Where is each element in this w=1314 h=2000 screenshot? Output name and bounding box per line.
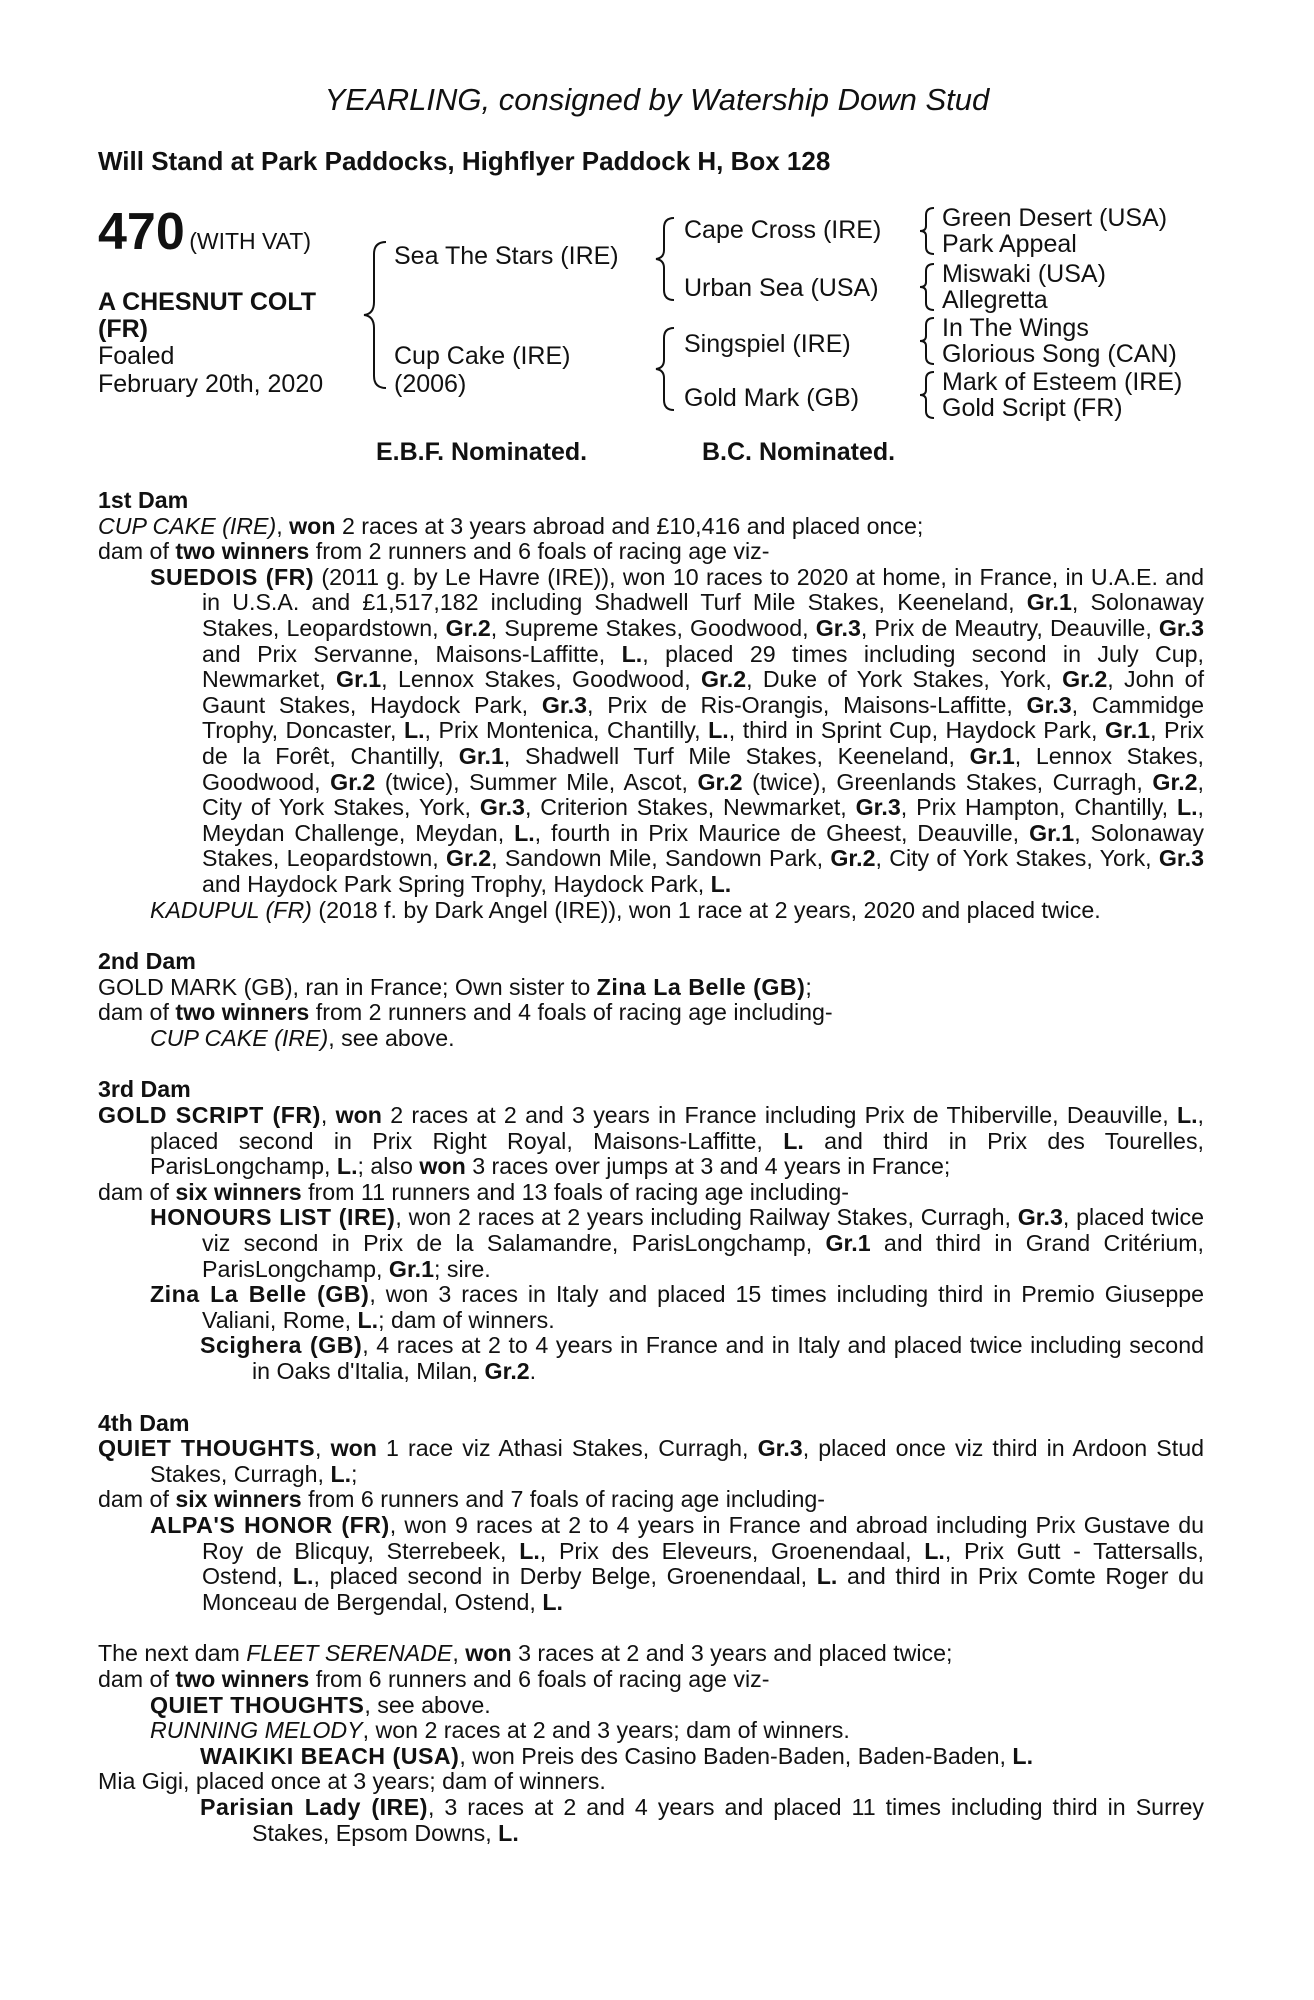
produce-entry-quiet-thoughts: QUIET THOUGHTS, see above. (150, 1691, 491, 1718)
pedigree-brace-6 (918, 316, 936, 366)
page-title: YEARLING, consigned by Watership Down Stud (324, 82, 990, 117)
third-dam-record: GOLD SCRIPT (FR), won 2 races at 2 and 3 years in France including Prix de Thiberville, Deauville, L., placed second in Prix Right Royal, Maisons-Laffitte, L. and third in Prix des Tourelles, ParisLongchamp, L.; also won 3 races over jumps at 3 and 4 years in France; (98, 1102, 1204, 1180)
grandparent-2: Park Appeal (942, 230, 1077, 258)
produce-entry-alpas-honor: ALPA'S HONOR (FR), won 9 races at 2 to 4 years in France and abroad including Prix Gustave du Roy de Blicquy, Sterrebeek, L., Prix des Eleveurs, Groenendaal, L., Prix Gutt - Tattersalls, Ostend, L., placed second in Derby Belge, Groenendaal, L. and third in Prix Comte Roger du Monceau de Bergendal, Ostend, L. (150, 1511, 1204, 1615)
produce-entry-kadupul: KADUPUL (FR) (2018 f. by Dark Angel (IRE)), won 1 race at 2 years, 2020 and placed twice. (150, 896, 1101, 923)
pedigree-brace-3 (654, 326, 678, 412)
section-heading-3rd-dam: 3rd Dam (98, 1076, 191, 1103)
next-dam-produce-summary: dam of two winners from 6 runners and 6 foals of racing age viz- (98, 1665, 770, 1692)
sire-name: Sea The Stars (IRE) (394, 242, 619, 270)
lot-description-suffix: (FR) (98, 315, 148, 343)
grandparent-1: Green Desert (USA) (942, 204, 1168, 232)
pedigree-body (98, 488, 1204, 1846)
ebf-nominated: E.B.F. Nominated. (376, 438, 588, 466)
grandparent-7: Mark of Esteem (IRE) (942, 368, 1183, 396)
second-dam-record: GOLD MARK (GB), ran in France; Own sister to Zina La Belle (GB); (98, 973, 812, 1000)
produce-entry-mia-gigi: Mia Gigi, placed once at 3 years; dam of winners. (98, 1768, 606, 1795)
grandparent-5: In The Wings (942, 314, 1089, 342)
section-heading-1st-dam: 1st Dam (98, 487, 189, 513)
sire-dam: Urban Sea (USA) (684, 274, 879, 302)
pedigree-brace-5 (918, 262, 936, 312)
foaled-label: Foaled (98, 342, 175, 370)
produce-entry-parisian-lady: Parisian Lady (IRE), 3 races at 2 and 4 years and placed 11 times including third in Surrey Stakes, Epsom Downs, L. (200, 1793, 1204, 1846)
next-dam-record: The next dam FLEET SERENADE, won 3 races at 2 and 3 years and placed twice; (98, 1640, 953, 1667)
bc-nominated: B.C. Nominated. (702, 438, 896, 466)
dam-year: (2006) (394, 370, 467, 398)
pedigree-brace-7 (918, 370, 936, 420)
third-dam-produce-summary: dam of six winners from 11 runners and 13 foals of racing age including- (98, 1178, 850, 1205)
second-dam-produce-entry: CUP CAKE (IRE), see above. (150, 1024, 455, 1051)
lot-description: A CHESNUT COLT (98, 288, 317, 316)
grandparent-3: Miswaki (USA) (942, 260, 1106, 288)
vat-label: (WITH VAT) (189, 228, 312, 254)
dam-sire: Singspiel (IRE) (684, 330, 851, 358)
lot-number: 470 (98, 203, 185, 261)
produce-entry-suedois: SUEDOIS (FR) (2011 g. by Le Havre (IRE)), won 10 races to 2020 at home, in France, in U.A.E. and in U.S.A. and £1,517,182 including Shadwell Turf Mile Stakes, Keeneland, Gr.1, Solonaway Stakes, Leopardstown, Gr.2, Supreme Stakes, Goodwood, Gr.3, Prix de Meautry, Deauville, Gr.3 and Prix Servanne, Maisons-Laffitte, L., placed 29 times including second in July Cup, Newmarket, Gr.1, Lennox Stakes, Goodwood, Gr.2, Duke of York Stakes, York, Gr.2, John of Gaunt Stakes, Haydock Park, Gr.3, Prix de Ris-Orangis, Maisons-Laffitte, Gr.3, Cammidge Trophy, Doncaster, L., Prix Montenica, Chantilly, L., third in Sprint Cup, Haydock Park, Gr.1, Prix de la Forêt, Chantilly, Gr.1, Shadwell Turf Mile Stakes, Keeneland, Gr.1, Lennox Stakes, Goodwood, Gr.2 (twice), Summer Mile, Ascot, Gr.2 (twice), Greenlands Stakes, Curragh, Gr.2, City of York Stakes, York, Gr.3, Criterion Stakes, Newmarket, Gr.3, Prix Hampton, Chantilly, L., Meydan Challenge, Meydan, L., fourth in Prix Maurice de Gheest, Deauville, Gr.1, Solonaway Stakes, Leopardstown, Gr.2, Sandown Mile, Sandown Park, Gr.2, City of York Stakes, York, Gr.3 and Haydock Park Spring Trophy, Haydock Park, L. (150, 563, 1205, 897)
section-heading-4th-dam: 4th Dam (98, 1409, 190, 1436)
produce-entry-scighera: Scighera (GB), 4 races at 2 to 4 years in France and in Italy and placed twice including second in Oaks d'Italia, Milan, Gr.2. (200, 1332, 1204, 1384)
dam-name: Cup Cake (IRE) (394, 342, 571, 370)
foaled-date: February 20th, 2020 (98, 370, 324, 398)
pedigree-brace-4 (918, 206, 936, 256)
produce-entry-zina-la-belle: Zina La Belle (GB), won 3 races in Italy and placed 15 times including third in Premio Giuseppe Valiani, Rome, L.; dam of winners. (150, 1281, 1205, 1333)
dam-dam: Gold Mark (GB) (684, 384, 860, 412)
fourth-dam-record: QUIET THOUGHTS, won 1 race viz Athasi Stakes, Curragh, Gr.3, placed once viz third in Ardoon Stud Stakes, Curragh, L.; (98, 1435, 1204, 1487)
fourth-dam-produce-summary: dam of six winners from 6 runners and 7 foals of racing age including- (98, 1486, 825, 1513)
sire-sire: Cape Cross (IRE) (684, 216, 882, 244)
grandparent-6: Glorious Song (CAN) (942, 340, 1177, 368)
produce-entry-honours-list: HONOURS LIST (IRE), won 2 races at 2 years including Railway Stakes, Curragh, Gr.3, placed twice viz second in Prix de la Salamandre, ParisLongchamp, Gr.1 and third in Grand Critérium, ParisLongchamp, Gr.1; sire. (150, 1204, 1204, 1282)
produce-entry-waikiki-beach: WAIKIKI BEACH (USA), won Preis des Casino Baden-Baden, Baden-Baden, L. (200, 1742, 1034, 1769)
lot-number-row (98, 202, 311, 262)
location-line: Will Stand at Park Paddocks, Highflyer Paddock H, Box 128 (98, 146, 831, 176)
pedigree-brace-1 (362, 240, 392, 390)
produce-entry-running-melody: RUNNING MELODY, won 2 races at 2 and 3 years; dam of winners. (150, 1717, 850, 1744)
pedigree-brace-2 (654, 216, 678, 302)
section-heading-2nd-dam: 2nd Dam (98, 948, 196, 975)
grandparent-8: Gold Script (FR) (942, 394, 1123, 422)
dam-produce-summary: dam of two winners from 2 runners and 6 foals of racing age viz- (98, 538, 770, 565)
grandparent-4: Allegretta (942, 286, 1048, 314)
dam-record: CUP CAKE (IRE), won 2 races at 3 years abroad and £10,416 and placed once; (98, 512, 924, 539)
second-dam-produce-summary: dam of two winners from 2 runners and 4 foals of racing age including- (98, 999, 833, 1026)
